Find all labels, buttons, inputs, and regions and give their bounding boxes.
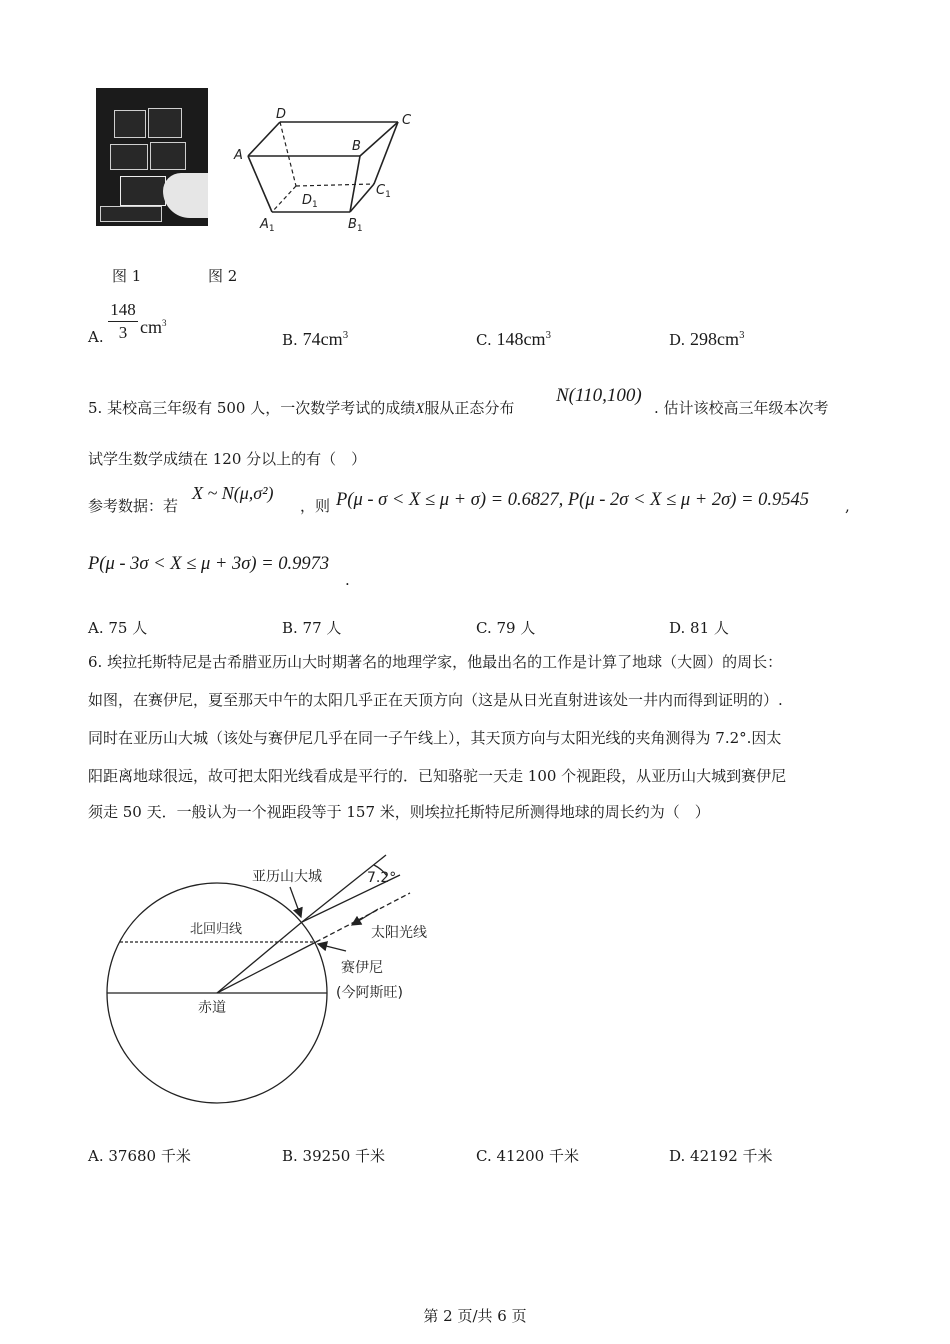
- q6-option-c: C. 41200 千米: [476, 1147, 579, 1165]
- q4-option-b: B. $74cm^3$: [282, 329, 349, 349]
- q5-ref-prefix: 参考数据：若: [88, 497, 179, 515]
- q6-stem-line5: 须走 50 天．一般认为一个视距段等于 157 米，则埃拉托斯特尼所测得地球的周长约为（ ）: [88, 803, 710, 821]
- label-D1: $D_1$: [302, 193, 318, 210]
- q5-option-b: B. 77 人: [282, 619, 342, 637]
- syene-pointer: [318, 944, 346, 951]
- q4-option-c: C. $148cm^3$: [476, 329, 552, 349]
- q6-option-a: A. 37680 千米: [88, 1147, 191, 1165]
- q5-formula-2: P(μ - 3σ < X ≤ μ + 3σ) = 0.9973: [88, 554, 330, 574]
- figure-1-label: 图 1: [112, 267, 142, 285]
- q5-period: .: [345, 571, 350, 589]
- sunlight-pointer: [352, 909, 378, 925]
- q6-option-d: D. 42192 千米: [669, 1147, 773, 1165]
- q5-formula-1: P(μ - σ < X ≤ μ + σ) = 0.6827, P(μ - 2σ < X ≤ μ + 2σ) = 0.9545: [336, 490, 810, 510]
- q5-stem-line2: 试学生数学成绩在 120 分以上的有（ ）: [88, 450, 367, 468]
- q4-option-d: D. $298cm^3$: [669, 329, 745, 349]
- q5-distribution: N(110,100): [556, 385, 642, 406]
- q5-ref-dist: X ~ N(μ,σ²): [192, 483, 274, 503]
- label-alexandria: 亚历山大城: [252, 869, 322, 885]
- q4-option-a-unit: $cm^3$: [140, 317, 167, 337]
- q4-option-a-letter: A.: [88, 328, 104, 346]
- q6-stem-line2: 如图，在赛伊尼，夏至那天中午的太阳几乎正在天顶方向（这是从日光直射进该处一井内而得到证明的）.: [88, 691, 783, 709]
- label-tropic: 北回归线: [190, 922, 243, 937]
- q5-stem-line1: 5. 某校高三年级有 500 人，一次数学考试的成绩X服从正态分布: [88, 399, 515, 417]
- label-B1: $B_1$: [348, 217, 363, 234]
- q5-option-c: C. 79 人: [476, 619, 536, 637]
- q5-option-d: D. 81 人: [669, 619, 729, 637]
- label-C1: $C_1$: [376, 183, 391, 200]
- q6-stem-line4: 阳距离地球很远，故可把太阳光线看成是平行的．已知骆驼一天走 100 个视距段，从亚历山大城到赛伊尼: [88, 767, 787, 785]
- label-A: A: [234, 148, 243, 163]
- q6-stem-line1: 6. 埃拉托斯特尼是古希腊亚历山大时期著名的地理学家，他最出名的工作是计算了地球（大圆）的周长：: [88, 653, 783, 671]
- label-B: B: [352, 139, 361, 154]
- label-C: C: [402, 113, 412, 128]
- label-equator: 赤道: [198, 1000, 226, 1016]
- label-syene-modern: (今阿斯旺): [336, 985, 403, 1001]
- q6-option-b: B. 39250 千米: [282, 1147, 386, 1165]
- page-footer: 第 2 页/共 6 页: [423, 1307, 527, 1325]
- label-A1: $A_1$: [260, 217, 275, 234]
- q5-comma: ,: [845, 497, 850, 515]
- syene-radius: [217, 942, 316, 993]
- q5-ref-then: ，则: [300, 497, 331, 515]
- label-angle: 7.2°: [367, 870, 397, 886]
- figure-2-label: 图 2: [208, 267, 238, 285]
- q6-stem-line3: 同时在亚历山大城（该处与赛伊尼几乎在同一子午线上），其天顶方向与太阳光线的夹角测得为 7.2°.因太: [88, 729, 782, 747]
- q5-stem-line1-end: . 估计该校高三年级本次考: [654, 399, 829, 417]
- figure-2-prism: [230, 100, 430, 240]
- q4-option-a-fraction: 148 3: [108, 300, 138, 343]
- q6-earth-diagram: [90, 845, 450, 1110]
- label-D: D: [276, 107, 287, 122]
- q5-option-a: A. 75 人: [88, 619, 148, 637]
- label-sunlight: 太阳光线: [371, 925, 427, 941]
- label-syene: 赛伊尼: [341, 960, 383, 976]
- figure-1-photo: [96, 88, 208, 226]
